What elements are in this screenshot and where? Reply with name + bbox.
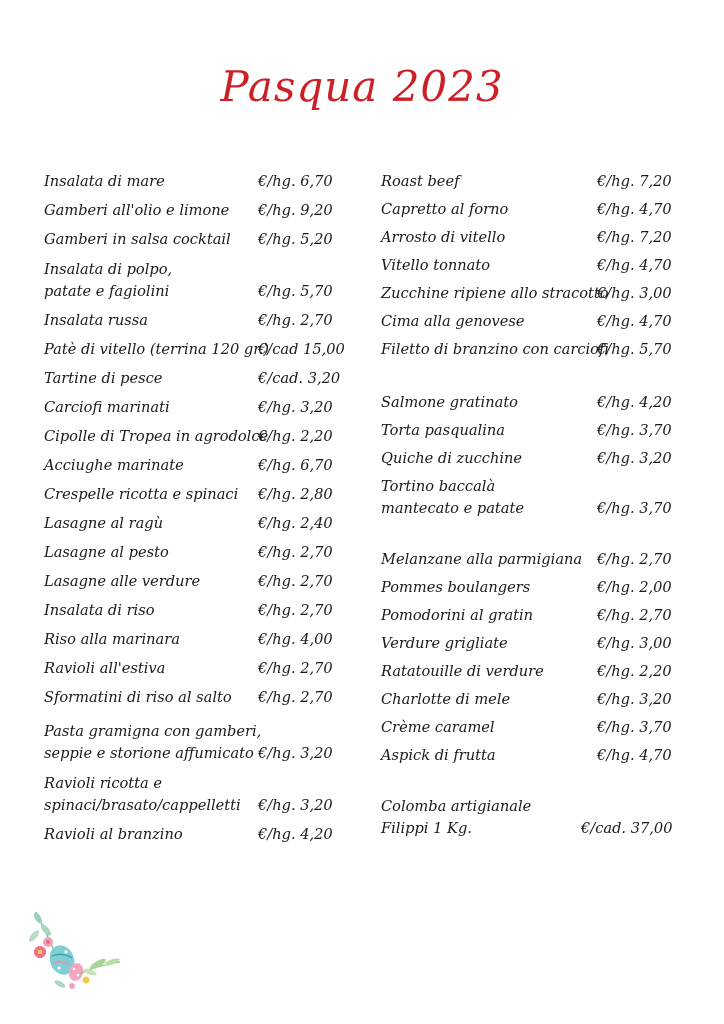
menu-item [381, 199, 681, 221]
menu-item [381, 478, 681, 520]
menu-item-name-line: patate e fagiolini [44, 283, 170, 300]
menu-item-name [381, 689, 510, 711]
menu-item-name [381, 255, 490, 277]
menu-item-price: €/hg. 3,00 [597, 285, 672, 302]
menu-item [44, 368, 344, 390]
menu-item-price: €/hg. 3,20 [597, 450, 672, 467]
menu-item-name-line: Ravioli all'estiva [44, 660, 166, 677]
menu-item-name [381, 633, 508, 655]
menu-item-name [44, 426, 268, 448]
menu-item-name-line: Filetto di branzino con carciofi [381, 341, 609, 358]
menu-item [381, 689, 681, 711]
menu-item-price: €/hg. 2,40 [258, 515, 333, 532]
menu-item-name [44, 824, 183, 846]
menu-item-price: €/hg. 3,70 [597, 500, 672, 517]
menu-item [381, 420, 681, 442]
menu-item-price: €/hg. 3,20 [258, 797, 333, 814]
menu-item-price: €/hg. 4,70 [597, 201, 672, 218]
menu-item-name [381, 577, 530, 599]
menu-item-price: €/hg. 3,20 [597, 691, 672, 708]
menu-item-name [381, 661, 544, 683]
menu-item [381, 171, 681, 193]
menu-item-name-line: Lasagne al pesto [44, 544, 169, 561]
menu-item-price: €/hg. 2,20 [597, 663, 672, 680]
page-title: Pasqua 2023 [220, 62, 504, 111]
menu-item-name [381, 420, 505, 442]
menu-item [381, 392, 681, 414]
menu-item-name [381, 227, 505, 249]
menu-item [44, 229, 344, 251]
menu-item-name-line: Lasagne alle verdure [44, 573, 201, 590]
menu-item-name-line: Patè di vitello (terrina 120 gr.) [44, 341, 269, 358]
menu-item-name-line: Insalata di polpo, [44, 261, 173, 278]
menu-item-price: €/hg. 7,20 [597, 173, 672, 190]
menu-item-name-line: Tartine di pesce [44, 370, 163, 387]
easter-egg-floral-decoration [26, 908, 126, 998]
menu-item-name [381, 717, 495, 739]
menu-item-price: €/hg. 3,00 [597, 635, 672, 652]
menu-item-price: €/hg. 3,20 [258, 745, 333, 762]
menu-item-price: €/hg. 4,70 [597, 747, 672, 764]
menu-item-price: €/hg. 2,70 [258, 660, 333, 677]
menu-item-name-line: Pomodorini al gratin [381, 607, 534, 624]
menu-item-name-line: Ravioli ricotta e [44, 775, 163, 792]
menu-item-price: €/hg. 4,00 [258, 631, 333, 648]
menu-item-name-line: Pommes boulangers [381, 579, 531, 596]
menu-item-name [381, 796, 531, 840]
menu-item-name-line: Colomba artigianale [381, 798, 532, 815]
menu-item-name-line: Roast beef [381, 173, 460, 190]
menu-item [44, 687, 344, 709]
menu-item-name [381, 745, 496, 767]
menu-item-name [381, 283, 609, 305]
menu-item-price: €/cad 15,00 [258, 341, 345, 358]
menu-item-name [381, 199, 508, 221]
menu-item [381, 255, 681, 277]
menu-item-price: €/hg. 5,70 [258, 283, 333, 300]
menu-item [44, 261, 344, 303]
menu-item-price: €/hg. 9,20 [258, 202, 333, 219]
menu-item-name-line: Capretto al forno [381, 201, 509, 218]
menu-item-name-line: Arrosto di vitello [381, 229, 506, 246]
menu-item [44, 824, 344, 846]
menu-item-price: €/hg. 6,70 [258, 173, 333, 190]
menu-item-price: €/hg. 6,70 [258, 457, 333, 474]
menu-item-name [381, 448, 522, 470]
menu-item-name-line: Crespelle ricotta e spinaci [44, 486, 239, 503]
menu-item [44, 310, 344, 332]
menu-item-name [44, 513, 163, 535]
menu-item-name-line: Insalata russa [44, 312, 148, 329]
menu-item [44, 397, 344, 419]
menu-item-price: €/cad. 37,00 [581, 820, 673, 837]
menu-item-name [381, 549, 582, 571]
menu-item-name-line: Sformatini di riso al salto [44, 689, 232, 706]
menu-item-name [44, 171, 165, 193]
menu-item-name-line: Zucchine ripiene allo stracotto [381, 285, 609, 302]
menu-item-name [44, 773, 241, 817]
menu-item-name [381, 311, 525, 333]
menu-item-name-line: Ratatouille di verdure [381, 663, 544, 680]
menu-item-name-line: Gamberi in salsa cocktail [44, 231, 231, 248]
menu-item-name-line: Filippi 1 Kg. [381, 820, 472, 837]
menu-item [44, 600, 344, 622]
menu-item [381, 283, 681, 305]
menu-item-name-line: Crème caramel [381, 719, 495, 736]
menu-item [44, 775, 344, 817]
menu-item-price: €/hg. 5,20 [258, 231, 333, 248]
menu-item-name-line: Tortino baccalà [381, 478, 496, 495]
menu-item [44, 171, 344, 193]
menu-item-name [44, 542, 169, 564]
menu-item-name-line: Cipolle di Tropea in agrodolce [44, 428, 269, 445]
menu-item-name [44, 687, 232, 709]
menu-item-name-line: Pasta gramigna con gamberi, [44, 723, 262, 740]
menu-item-price: €/cad. 3,20 [258, 370, 341, 387]
menu-item [381, 448, 681, 470]
menu-item-price: €/hg. 4,20 [597, 394, 672, 411]
menu-item-name-line: Gamberi all'olio e limone [44, 202, 230, 219]
menu-item-price: €/hg. 4,20 [258, 826, 333, 843]
menu-item-name-line: Acciughe marinate [44, 457, 184, 474]
menu-item [44, 426, 344, 448]
menu-item [44, 658, 344, 680]
menu-item-name [44, 397, 170, 419]
menu-item-name [44, 259, 172, 303]
menu-item [381, 717, 681, 739]
menu-item-price: €/hg. 2,70 [258, 689, 333, 706]
menu-item-price: €/hg. 4,70 [597, 313, 672, 330]
menu-item-name [381, 605, 533, 627]
menu-item [44, 455, 344, 477]
menu-item-name [44, 629, 180, 651]
menu-item [44, 542, 344, 564]
menu-item-price: €/hg. 2,70 [597, 551, 672, 568]
menu-item [381, 549, 681, 571]
menu-item-name [381, 476, 524, 520]
menu-item-name [44, 200, 229, 222]
menu-item-name [44, 310, 148, 332]
menu-item-price: €/hg. 7,20 [597, 229, 672, 246]
menu-item-name-line: seppie e storione affumicato [44, 745, 254, 762]
menu-item [381, 605, 681, 627]
menu-item-name-line: mantecato e patate [381, 500, 524, 517]
menu-item-name [381, 339, 609, 361]
menu-item-name [381, 392, 518, 414]
menu-item-name [44, 229, 231, 251]
menu-item-name-line: Melanzane alla parmigiana [381, 551, 583, 568]
menu-item-name-line: Ravioli al branzino [44, 826, 183, 843]
menu-item-name-line: Riso alla marinara [44, 631, 180, 648]
menu-item-name [44, 600, 155, 622]
menu-item-name-line: Aspick di frutta [381, 747, 496, 764]
menu-item [44, 571, 344, 593]
menu-item-price: €/hg. 3,20 [258, 399, 333, 416]
menu-item [381, 577, 681, 599]
menu-item [44, 513, 344, 535]
menu-item-name-line: spinaci/brasato/cappelletti [44, 797, 241, 814]
menu-item-name-line: Charlotte di mele [381, 691, 511, 708]
menu-item-price: €/hg. 2,70 [258, 312, 333, 329]
menu-item [381, 745, 681, 767]
menu-item-price: €/hg. 2,70 [258, 602, 333, 619]
menu-item-price: €/hg. 2,70 [258, 544, 333, 561]
menu-item [381, 311, 681, 333]
menu-item-name [44, 368, 162, 390]
menu-item [381, 633, 681, 655]
menu-item-name-line: Torta pasqualina [381, 422, 505, 439]
menu-item [44, 200, 344, 222]
menu-item-name-line: Insalata di riso [44, 602, 155, 619]
menu-item [44, 339, 344, 361]
menu-item-name [44, 721, 261, 765]
menu-item-name [44, 455, 184, 477]
menu-item-name [44, 484, 238, 506]
menu-item [381, 339, 681, 361]
menu-item-name [44, 339, 269, 361]
menu-item-price: €/hg. 2,70 [258, 573, 333, 590]
menu-item-price: €/hg. 4,70 [597, 257, 672, 274]
menu-item-name-line: Vitello tonnato [381, 257, 491, 274]
menu-item-price: €/hg. 5,70 [597, 341, 672, 358]
menu-item-price: €/hg. 2,80 [258, 486, 333, 503]
menu-item [381, 661, 681, 683]
menu-item-name-line: Quiche di zucchine [381, 450, 523, 467]
menu-item-name [44, 658, 165, 680]
menu-item-name-line: Cima alla genovese [381, 313, 525, 330]
menu-item [381, 227, 681, 249]
menu-item-name-line: Carciofi marinati [44, 399, 170, 416]
menu-item-price: €/hg. 2,00 [597, 579, 672, 596]
menu-item [44, 723, 344, 765]
menu-item-price: €/hg. 2,20 [258, 428, 333, 445]
menu-item-price: €/hg. 3,70 [597, 422, 672, 439]
menu-item-name-line: Salmone gratinato [381, 394, 518, 411]
menu-item-price: €/hg. 3,70 [597, 719, 672, 736]
menu-item-name-line: Lasagne al ragù [44, 515, 164, 532]
menu-item-price: €/hg. 2,70 [597, 607, 672, 624]
menu-item [44, 629, 344, 651]
menu-item [44, 484, 344, 506]
menu-item-name-line: Insalata di mare [44, 173, 165, 190]
menu-item-name [381, 171, 459, 193]
menu-item [381, 798, 681, 840]
menu-item-name-line: Verdure grigliate [381, 635, 508, 652]
menu-item-name [44, 571, 200, 593]
